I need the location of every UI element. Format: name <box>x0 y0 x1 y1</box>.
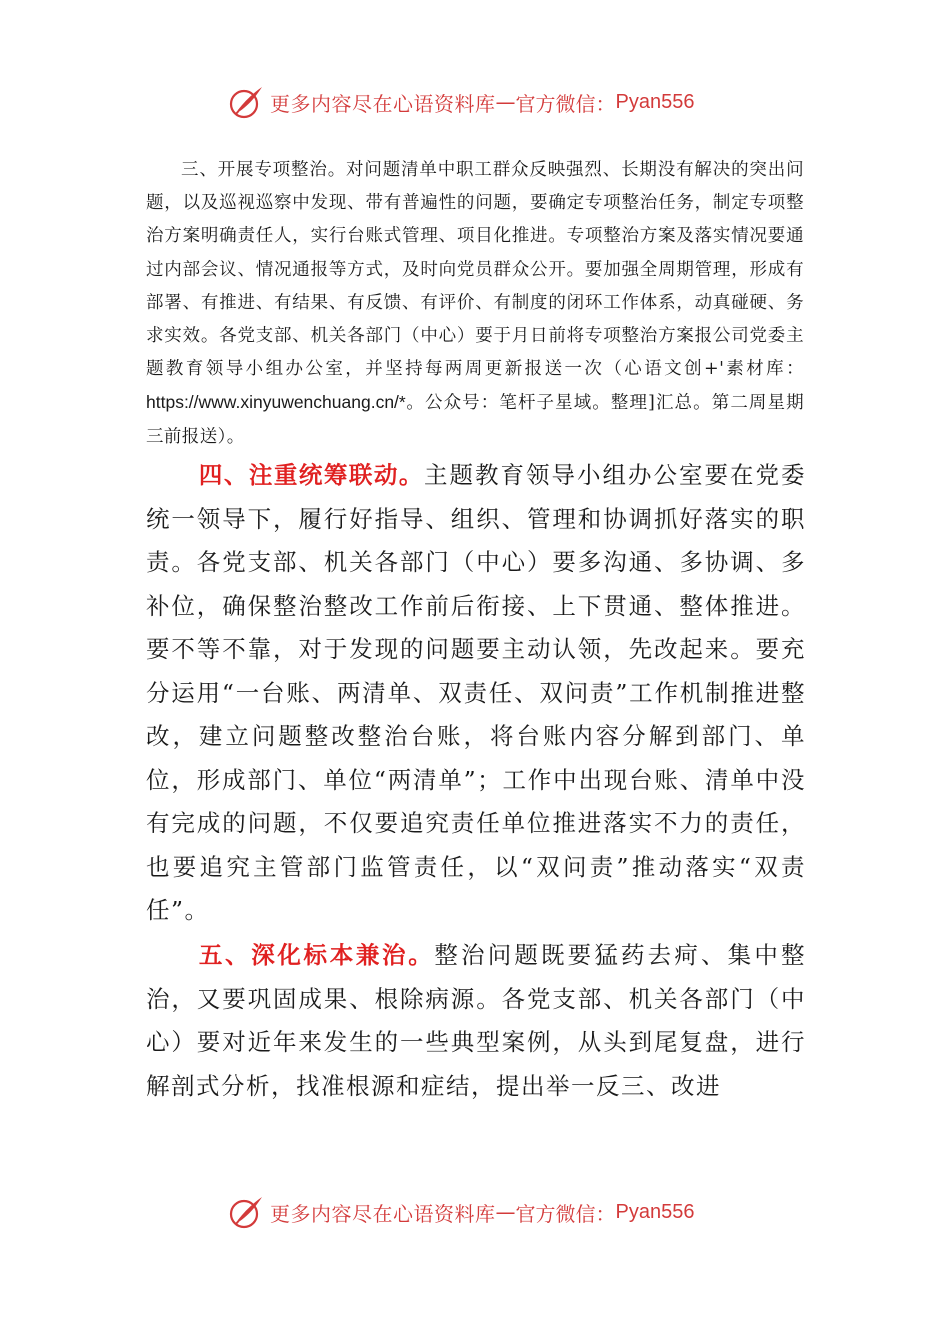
section-4-heading: 四、注重统筹联动。 <box>198 461 424 489</box>
section-5-heading: 五、深化标本兼治。 <box>198 941 435 969</box>
banner-separator: — <box>495 90 516 114</box>
section-3-paragraph <box>146 154 804 454</box>
banner-wechat-label: 官方微信： <box>515 91 616 116</box>
banner-separator: — <box>495 1200 516 1224</box>
banner-text: 更多内容尽在心语资料库 <box>270 1201 496 1226</box>
quill-pen-logo-icon <box>228 1194 264 1230</box>
section-5-paragraph <box>146 934 806 1108</box>
banner-wechat-id: Pyan556 <box>615 1200 695 1223</box>
quill-pen-logo-icon <box>228 84 264 120</box>
section-3-text-tail: 。公众号：笔杆子星域。整理]汇总。第二周星期三前报送）。 <box>146 393 804 447</box>
banner-text: 更多内容尽在心语资料库 <box>270 91 496 116</box>
header-banner <box>228 82 694 122</box>
banner-wechat-label: 官方微信： <box>515 1201 616 1226</box>
section-3-text: 三、开展专项整治。对问题清单中职工群众反映强烈、长期没有解决的突出问题，以及巡视巡察中发现、带有普遍性的问题，要确定专项整治任务，制定专项整治方案明确责任人，实行台账式管理、项目化推进。专项整治方案及落实情况要通过内部会议、情况通报等方式，及时向党员群众公开。要加强全周期管理，形成有部署、有推进、有结果、有反馈、有评价、有制度的闭环工作体系，动真碰硬、务求实效。各党支部、机关各部门（中心）要于月日前将专项整治方案报公司党委主题教育领导小组办公室，并坚持每两周更新报送一次（心语文创+'素材库： <box>146 160 804 380</box>
banner-wechat-id: Pyan556 <box>615 90 695 113</box>
section-3-url: https://www.xinyuwenchuang.cn/* <box>146 392 406 413</box>
section-4-body: 主题教育领导小组办公室要在党委统一领导下，履行好指导、组织、管理和协调抓好落实的职责。各党支部、机关各部门（中心）要多沟通、多协调、多补位，确保整治整改工作前后衔接、上下贯通、整体推进。要不等不靠，对于发现的问题要主动认领，先改起来。要充分运用“一台账、两清单、双责任、双问责”工作机制推进整改，建立问题整改整治台账，将台账内容分解到部门、单位，形成部门、单位“两清单”；工作中出现台账、清单中没有完成的问题，不仅要追究责任单位推进落实不力的责任，也要追究主管部门监管责任，以“双问责”推动落实“双责任”。 <box>146 461 807 924</box>
section-5-body: 整治问题既要猛药去疴、集中整治，又要巩固成果、根除病源。各党支部、机关各部门（中心）要对近年来发生的一些典型案例，从头到尾复盘，进行解剖式分析，找准根源和症结，提出举一反三、改进 <box>146 941 807 1100</box>
section-4-paragraph <box>146 454 806 933</box>
footer-banner <box>228 1192 694 1232</box>
